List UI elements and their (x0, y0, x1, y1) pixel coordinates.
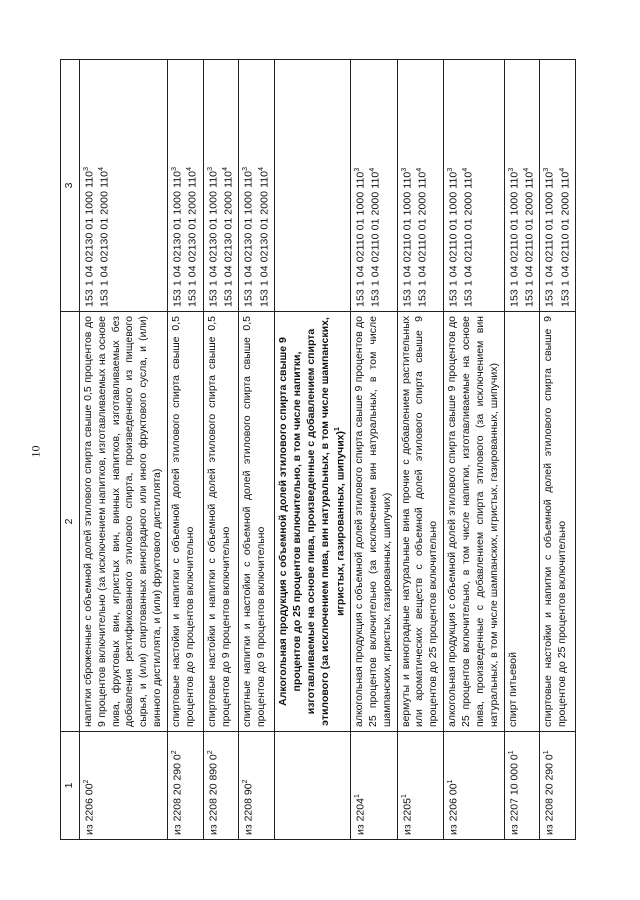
kbk-code: 153 1 04 02110 01 1000 $110^3$ (543, 167, 556, 307)
description-cell: спиртовые настойки и напитки с объемной долей этилового спирта свыше 0,5 процентов до 9 процентов включительно (203, 312, 239, 732)
kbk-footnote: 4 (369, 167, 377, 172)
table-row (350, 60, 397, 840)
kbk-code: 153 1 04 02110 01 1000 $110^3$ (507, 167, 521, 307)
table-row (239, 60, 275, 840)
kbk-code: 153 1 04 02110 01 2000 $110^4$ (558, 167, 572, 307)
kbk-code: 153 1 04 02110 01 2000 $110^4$ (522, 167, 536, 307)
code-footnote: 1 (507, 750, 515, 755)
description-cell: спирт питьевой (504, 312, 540, 732)
table-row (203, 60, 239, 840)
tn-ved-code: из 2204 (354, 798, 367, 835)
kbk-code: 153 1 04 02110 01 1000 $110^3$ (447, 167, 460, 307)
kbk-footnote: 3 (82, 166, 90, 171)
kbk-code: 153 1 04 02110 01 2000 $110^4$ (462, 167, 475, 307)
code-cell (203, 732, 239, 840)
description-cell: напитки сброженные с объемной долей этилового спирта свыше 0,5 процентов до 9 процентов включительно (за исключением напитков, изготавливаемых на основе пива, фруктовых вин, игристых вин, винных напитков, изготавливаемых без добавления ректификованного этилового спирта, произведенного из пищевого сырья, и (или) спиртованных виноградного или иного фруктового сусла, и (или) винного дистиллята, и (или) фруктового дистиллята) (79, 312, 167, 732)
kbk-cell (540, 60, 576, 312)
kbk-code: 153 1 04 02110 01 1000 $110^3$ (400, 167, 414, 307)
code-footnote: 1 (353, 794, 361, 799)
kbk-footnote: 4 (98, 166, 106, 171)
header-col-3: 3 (61, 60, 80, 312)
kbk-footnote: 4 (257, 166, 265, 171)
description-cell: вермуты и виноградные натуральные вина прочие с добавлением растительных или ароматических веществ с объемной долей этилового спирта свыше 9 процентов до 25 процентов включительно (397, 312, 444, 732)
kbk-cell (79, 60, 167, 312)
tn-ved-code: из 2208 20 290 0 (171, 754, 184, 835)
kbk-code: 153 1 04 02130 01 2000 $110^4$ (257, 166, 271, 307)
code-cell (540, 732, 576, 840)
kbk-code: 153 1 04 02130 01 2000 $110^4$ (98, 166, 111, 307)
kbk-code: 153 1 04 02130 01 2000 $110^4$ (186, 166, 199, 307)
kbk-footnote: 4 (186, 166, 194, 171)
description-cell: алкогольная продукция с объемной долей этилового спирта свыше 9 процентов до 25 процентов включительно, в том числе напитки, изготавливаемые на основе пива, произведенные с добавлением спирта этилового (за исключением вин натуральных, в том числе шампанских, игристых, газированных, шипучих) (444, 312, 504, 732)
tn-ved-code: из 2206 00 (83, 783, 96, 835)
table-body-1 (79, 60, 274, 840)
section-title: Алкогольная продукция с объемной долей этилового спирта свыше 9 процентов до 25 процентов включительно, в том числе напитки, изготавливаемые на основе пива, произведенные с добавлением спирта этилового (за исключением пива, вин натуральных, в том числе шампанских, игристых, газированных, шипучих)$^1$ (275, 312, 351, 732)
code-cell (444, 732, 504, 840)
tn-ved-code: из 2205 (401, 798, 414, 835)
table-body-2 (350, 60, 575, 840)
header-col-2: 2 (61, 312, 80, 732)
kbk-code: 153 1 04 02130 01 1000 $110^3$ (242, 166, 255, 307)
section-footnote: 1 (333, 427, 341, 431)
kbk-footnote: 4 (415, 167, 423, 172)
code-footnote: 1 (400, 794, 408, 799)
kbk-footnote: 4 (222, 166, 230, 171)
code-footnote: 2 (82, 779, 90, 784)
kbk-code: 153 1 04 02130 01 1000 $110^3$ (82, 166, 96, 307)
kbk-cell (397, 60, 444, 312)
tn-ved-code: из 2206 00 (447, 783, 460, 835)
kbk-code: 153 1 04 02110 01 1000 $110^3$ (353, 167, 367, 307)
header-row (61, 60, 80, 840)
kbk-cell (239, 60, 275, 312)
kbk-footnote: 3 (400, 167, 408, 172)
rotated-table-sheet (60, 60, 608, 840)
code-table (60, 59, 576, 840)
description-cell: спиртовые настойки и напитки с объемной долей этилового спирта свыше 0,5 процентов до 9 процентов включительно (168, 312, 204, 732)
kbk-footnote: 3 (206, 166, 214, 171)
code-cell (504, 732, 540, 840)
kbk-code: 153 1 04 02130 01 1000 $110^3$ (206, 166, 220, 307)
description-cell: спиртовые настойки и напитки с объемной долей этилового спирта свыше 9 процентов до 25 процентов включительно (540, 312, 576, 732)
code-cell (239, 732, 275, 840)
code-footnote: 1 (543, 750, 551, 755)
kbk-footnote: 3 (171, 166, 179, 171)
code-footnote: 2 (206, 750, 214, 755)
kbk-cell (504, 60, 540, 312)
tn-ved-code: из 2208 20 890 0 (207, 754, 220, 835)
code-cell (168, 732, 204, 840)
code-cell (350, 732, 397, 840)
code-footnote: 2 (242, 779, 250, 784)
kbk-cell (168, 60, 204, 312)
kbk-cell (350, 60, 397, 312)
section-row (275, 60, 351, 840)
description-cell: спиртные напитки и настойки с объемной долей этилового спирта свыше 0,5 процентов до 9 процентов включительно (239, 312, 275, 732)
tn-ved-code: из 2208 20 290 0 (543, 754, 556, 835)
code-footnote: 1 (447, 779, 455, 784)
kbk-code: 153 1 04 02130 01 1000 $110^3$ (171, 166, 184, 307)
kbk-footnote: 4 (522, 167, 530, 172)
kbk-footnote: 3 (543, 167, 551, 172)
table-row (397, 60, 444, 840)
table-row (444, 60, 504, 840)
header-col-1: 1 (61, 732, 80, 840)
tn-ved-code: из 2207 10 000 0 (508, 754, 521, 835)
table-row (79, 60, 167, 840)
kbk-footnote: 4 (558, 167, 566, 172)
kbk-footnote: 3 (447, 167, 455, 172)
kbk-footnote: 3 (507, 167, 515, 172)
kbk-footnote: 3 (353, 167, 361, 172)
tn-ved-code: из 2208 90 (242, 783, 255, 835)
kbk-footnote: 4 (462, 167, 470, 172)
kbk-code: 153 1 04 02110 01 2000 $110^4$ (415, 167, 429, 307)
code-footnote: 2 (171, 750, 179, 755)
kbk-footnote: 3 (242, 166, 250, 171)
kbk-cell (444, 60, 504, 312)
code-cell (397, 732, 444, 840)
code-cell (79, 732, 167, 840)
kbk-code: 153 1 04 02110 01 2000 $110^4$ (369, 167, 382, 307)
description-cell: алкогольная продукция с объемной долей этилового спирта свыше 9 процентов до 25 процентов включительно (за исключением вин натуральных, в том числе шампанских, игристых, газированных, шипучих) (350, 312, 397, 732)
table-row (540, 60, 576, 840)
kbk-cell (203, 60, 239, 312)
page-number: 10 (28, 445, 43, 458)
table-row (504, 60, 540, 840)
table-row (168, 60, 204, 840)
kbk-code: 153 1 04 02130 01 2000 $110^4$ (222, 166, 235, 307)
